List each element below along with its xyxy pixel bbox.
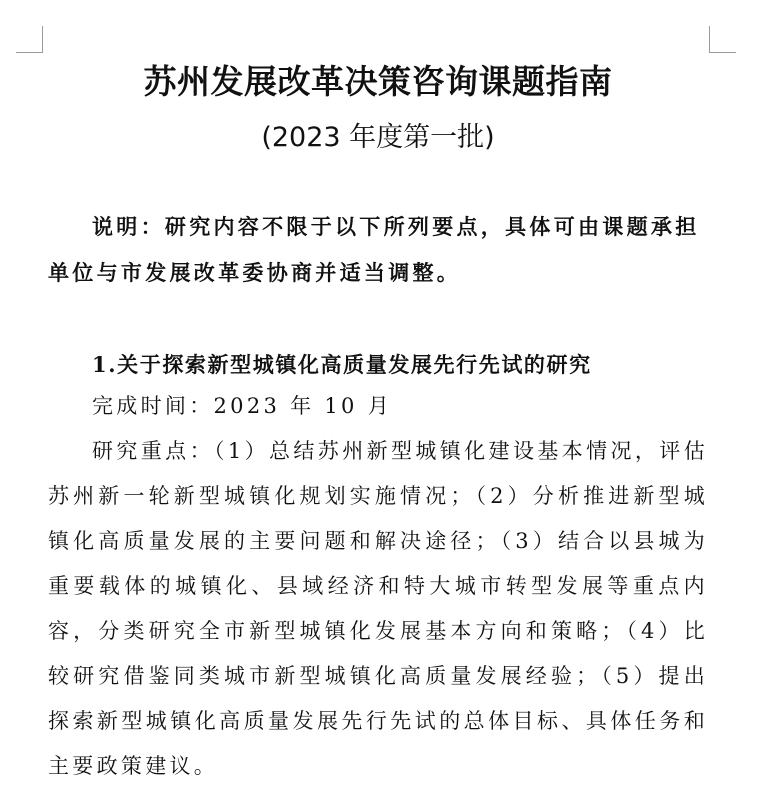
page-corner-mark-top-right xyxy=(709,26,736,53)
document-title: 苏州发展改革决策咨询课题指南 xyxy=(143,62,613,101)
document-subtitle: (2023 年度第一批) xyxy=(261,122,495,153)
research-focus-text: （1）总结苏州新型城镇化建设基本情况，评估苏州新一轮新型城镇化规划实施情况；（2）分析推进新型城镇化高质量发展的主要问题和解决途径；（3）结合以县城为重要载体的城镇化、县域经济和特大城市转型发展等重点内容，分类研究全市新型城镇化发展基本方向和策略；（4）比较研究借鉴同类城市新型城镇化高质量发展经验；（5）提出探索新型城镇化高质量发展先行先试的总体目标、具体任务和主要政策建议。 xyxy=(48,439,708,778)
section-1 xyxy=(48,346,708,789)
section-heading: 1.关于探索新型城镇化高质量发展先行先试的研究 xyxy=(92,352,592,377)
document-page xyxy=(48,56,708,789)
research-focus-label: 研究重点： xyxy=(92,439,214,463)
completion-time xyxy=(48,384,708,429)
page-corner-mark-top-left xyxy=(16,26,43,53)
completion-time-value: 2023 年 10 月 xyxy=(213,394,392,418)
explanation-note: 说明：研究内容不限于以下所列要点，具体可由课题承担单位与市发展改革委协商并适当调整。 xyxy=(48,214,700,285)
completion-time-label: 完成时间： xyxy=(92,394,214,418)
research-focus xyxy=(48,429,708,789)
